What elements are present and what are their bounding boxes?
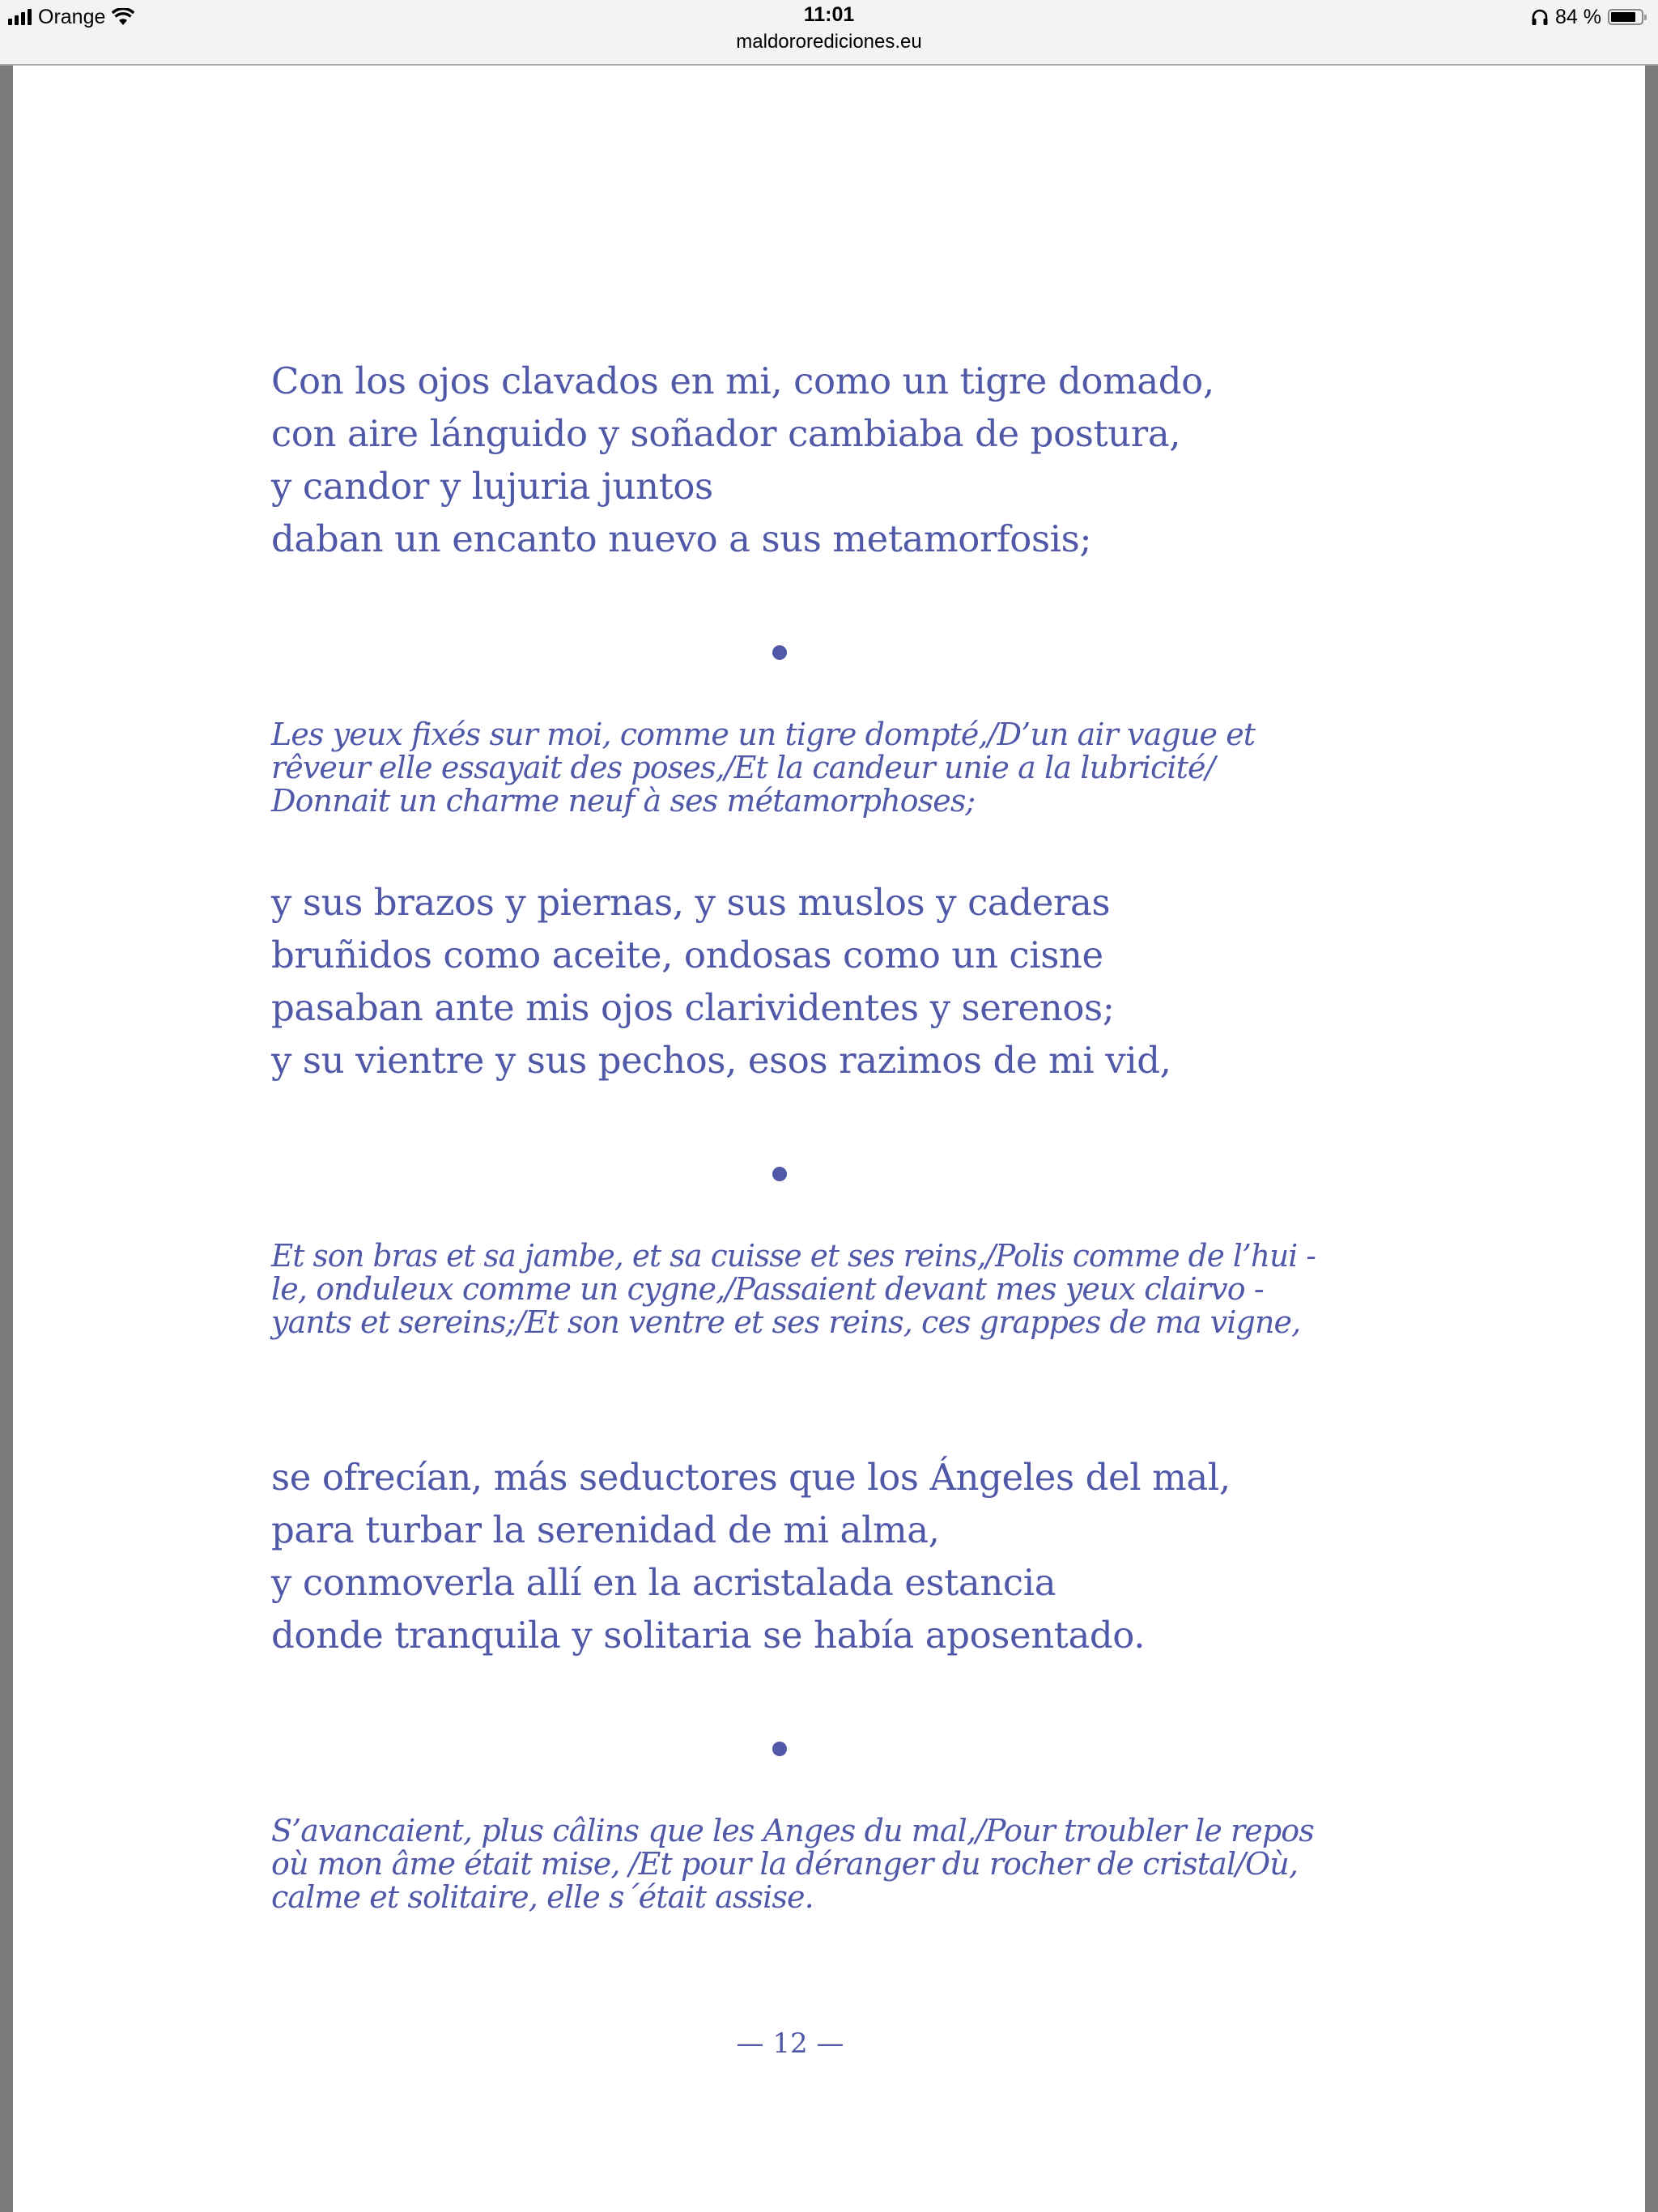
french-line: le, onduleux comme un cygne,/Passaient devant mes yeux clairvo - <box>271 1271 1264 1307</box>
status-bar <box>0 0 1658 66</box>
battery-percent: 84 % <box>1555 5 1601 28</box>
verse-line: con aire lánguido y soñador cambiaba de postura, <box>271 412 1181 455</box>
separator-dot <box>772 1167 787 1181</box>
spanish-stanza <box>271 876 1171 1087</box>
verse-line: y candor y lujuria juntos <box>271 465 713 508</box>
spanish-stanza <box>271 355 1214 565</box>
battery-nub <box>1644 15 1647 20</box>
verse-line: y su vientre y sus pechos, esos razimos de mi vid, <box>271 1039 1171 1082</box>
verse-line: para turbar la serenidad de mi alma, <box>271 1508 940 1551</box>
french-line: Donnait un charme neuf à ses métamorphoses; <box>271 783 976 819</box>
document-page <box>13 66 1645 2212</box>
french-line: S’avancaient, plus câlins que les Anges du mal,/Pour troubler le repos <box>271 1813 1314 1848</box>
clock: 11:01 <box>803 3 855 26</box>
separator-dot <box>772 645 787 660</box>
verse-line: bruñidos como aceite, ondosas como un cisne <box>271 934 1103 976</box>
verse-line: daban un encanto nuevo a sus metamorfosis; <box>271 517 1092 560</box>
spanish-stanza <box>271 1451 1231 1661</box>
french-original <box>271 718 1301 818</box>
french-line: où mon âme était mise, /Et pour la déranger du rocher de cristal/Où, <box>271 1846 1299 1882</box>
verse-line: y sus brazos y piernas, y sus muslos y caderas <box>271 881 1111 924</box>
french-line: Et son bras et sa jambe, et sa cuisse et ses reins,/Polis comme de l’hui - <box>271 1238 1316 1274</box>
verse-line: y conmoverla allí en la acristalada estancia <box>271 1561 1056 1604</box>
page-number: — 12 — <box>736 2027 844 2060</box>
status-right <box>1531 4 1643 30</box>
french-line: Les yeux fixés sur moi, comme un tigre dompté,/D’un air vague et <box>271 717 1256 752</box>
carrier-name: Orange <box>38 5 106 28</box>
verse-line: donde tranquila y solitaria se había aposentado. <box>271 1614 1146 1657</box>
battery-icon <box>1608 9 1643 25</box>
french-line: rêveur elle essayait des poses,/Et la candeur unie a la lubricité/ <box>271 750 1215 785</box>
url-label[interactable]: maldororediciones.eu <box>736 31 922 53</box>
french-original <box>271 1238 1316 1340</box>
french-line: calme et solitaire, elle s´était assise. <box>271 1879 814 1915</box>
verse-line: se ofrecían, más seductores que los Ángeles del mal, <box>271 1456 1231 1499</box>
french-line: yants et sereins;/Et son ventre et ses reins, ces grappes de ma vigne, <box>271 1304 1301 1340</box>
separator-dot <box>772 1742 787 1756</box>
battery-fill <box>1611 12 1635 22</box>
headphones-icon <box>1531 8 1549 26</box>
verse-line: Con los ojos clavados en mi, como un tigre domado, <box>271 359 1214 402</box>
verse-line: pasaban ante mis ojos clarividentes y serenos; <box>271 986 1115 1029</box>
french-original <box>271 1813 1314 1915</box>
